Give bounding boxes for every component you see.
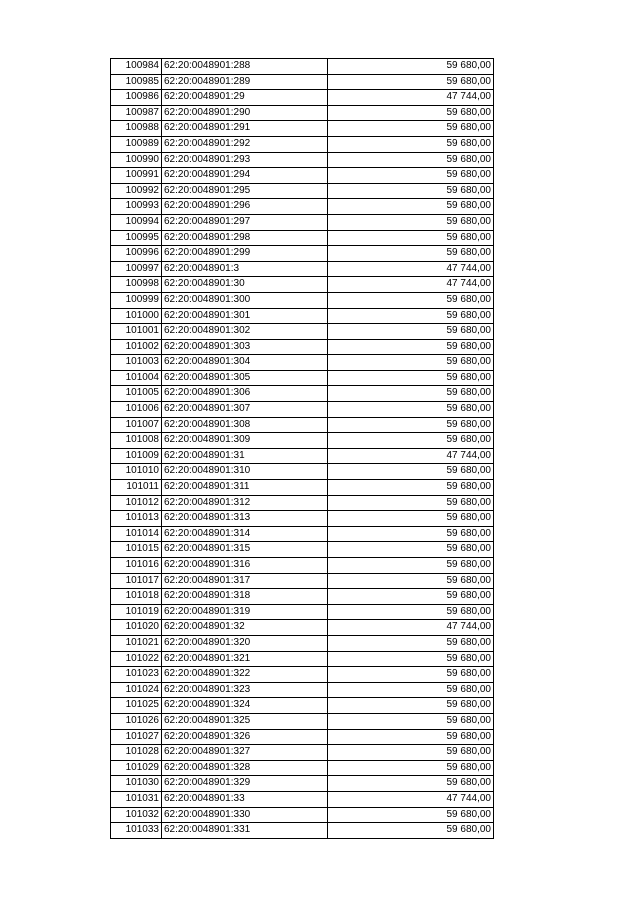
cadastral-value-cell: 47 744,00 (328, 620, 494, 636)
cadastral-number-cell: 62:20:0048901:330 (162, 807, 328, 823)
table-row (111, 433, 494, 449)
row-number-cell: 100989 (111, 136, 162, 152)
cadastral-value-cell: 59 680,00 (328, 542, 494, 558)
cadastral-value-cell: 59 680,00 (328, 495, 494, 511)
row-number-cell: 101033 (111, 823, 162, 839)
table-row (111, 402, 494, 418)
table-row (111, 136, 494, 152)
row-number-cell: 101005 (111, 386, 162, 402)
table-row (111, 370, 494, 386)
row-number-cell: 101025 (111, 698, 162, 714)
cadastral-value-cell: 47 744,00 (328, 791, 494, 807)
cadastral-value-cell: 59 680,00 (328, 59, 494, 75)
table-row (111, 308, 494, 324)
cadastral-number-cell: 62:20:0048901:290 (162, 105, 328, 121)
table-row (111, 729, 494, 745)
row-number-cell: 101029 (111, 760, 162, 776)
cadastral-value-cell: 47 744,00 (328, 448, 494, 464)
table-row (111, 511, 494, 527)
cadastral-number-cell: 62:20:0048901:327 (162, 745, 328, 761)
row-number-cell: 101004 (111, 370, 162, 386)
table-row (111, 542, 494, 558)
row-number-cell: 101028 (111, 745, 162, 761)
row-number-cell: 101008 (111, 433, 162, 449)
cadastral-value-cell: 59 680,00 (328, 417, 494, 433)
row-number-cell: 101026 (111, 713, 162, 729)
cadastral-number-cell: 62:20:0048901:324 (162, 698, 328, 714)
cadastral-value-cell: 59 680,00 (328, 370, 494, 386)
cadastral-number-cell: 62:20:0048901:297 (162, 214, 328, 230)
table-row (111, 760, 494, 776)
cadastral-number-cell: 62:20:0048901:323 (162, 682, 328, 698)
cadastral-number-cell: 62:20:0048901:289 (162, 74, 328, 90)
row-number-cell: 101023 (111, 667, 162, 683)
row-number-cell: 100991 (111, 168, 162, 184)
table-row (111, 246, 494, 262)
table-row (111, 620, 494, 636)
table-body (111, 59, 494, 839)
cadastral-value-cell: 59 680,00 (328, 604, 494, 620)
cadastral-number-cell: 62:20:0048901:305 (162, 370, 328, 386)
table-row (111, 791, 494, 807)
cadastral-number-cell: 62:20:0048901:308 (162, 417, 328, 433)
row-number-cell: 101024 (111, 682, 162, 698)
row-number-cell: 100987 (111, 105, 162, 121)
cadastral-value-cell: 59 680,00 (328, 823, 494, 839)
cadastral-value-cell: 59 680,00 (328, 511, 494, 527)
row-number-cell: 100985 (111, 74, 162, 90)
cadastral-value-cell: 59 680,00 (328, 713, 494, 729)
row-number-cell: 101020 (111, 620, 162, 636)
row-number-cell: 101027 (111, 729, 162, 745)
cadastral-number-cell: 62:20:0048901:299 (162, 246, 328, 262)
cadastral-value-cell: 59 680,00 (328, 214, 494, 230)
cadastral-number-cell: 62:20:0048901:3 (162, 261, 328, 277)
table-row (111, 480, 494, 496)
row-number-cell: 101015 (111, 542, 162, 558)
table-row (111, 214, 494, 230)
row-number-cell: 100999 (111, 292, 162, 308)
row-number-cell: 100986 (111, 90, 162, 106)
cadastral-value-cell: 59 680,00 (328, 760, 494, 776)
row-number-cell: 100997 (111, 261, 162, 277)
row-number-cell: 100995 (111, 230, 162, 246)
cadastral-value-cell: 59 680,00 (328, 152, 494, 168)
table-row (111, 339, 494, 355)
row-number-cell: 101022 (111, 651, 162, 667)
table-row (111, 698, 494, 714)
cadastral-number-cell: 62:20:0048901:306 (162, 386, 328, 402)
cadastral-number-cell: 62:20:0048901:312 (162, 495, 328, 511)
cadastral-value-cell: 59 680,00 (328, 105, 494, 121)
table-row (111, 183, 494, 199)
cadastral-number-cell: 62:20:0048901:33 (162, 791, 328, 807)
table-row (111, 573, 494, 589)
row-number-cell: 101007 (111, 417, 162, 433)
cadastral-number-cell: 62:20:0048901:291 (162, 121, 328, 137)
table-row (111, 261, 494, 277)
cadastral-number-cell: 62:20:0048901:311 (162, 480, 328, 496)
cadastral-number-cell: 62:20:0048901:319 (162, 604, 328, 620)
cadastral-number-cell: 62:20:0048901:296 (162, 199, 328, 215)
row-number-cell: 100988 (111, 121, 162, 137)
cadastral-number-cell: 62:20:0048901:317 (162, 573, 328, 589)
cadastral-number-cell: 62:20:0048901:295 (162, 183, 328, 199)
cadastral-value-cell: 59 680,00 (328, 121, 494, 137)
cadastral-value-cell: 59 680,00 (328, 807, 494, 823)
row-number-cell: 101017 (111, 573, 162, 589)
table-row (111, 168, 494, 184)
table-row (111, 199, 494, 215)
row-number-cell: 100984 (111, 59, 162, 75)
table-row (111, 105, 494, 121)
cadastral-value-cell: 59 680,00 (328, 324, 494, 340)
cadastral-number-cell: 62:20:0048901:31 (162, 448, 328, 464)
table-row (111, 355, 494, 371)
cadastral-value-cell: 59 680,00 (328, 698, 494, 714)
row-number-cell: 101032 (111, 807, 162, 823)
row-number-cell: 100996 (111, 246, 162, 262)
cadastral-number-cell: 62:20:0048901:301 (162, 308, 328, 324)
table-row (111, 682, 494, 698)
cadastral-number-cell: 62:20:0048901:321 (162, 651, 328, 667)
row-number-cell: 101016 (111, 558, 162, 574)
row-number-cell: 100993 (111, 199, 162, 215)
table-row (111, 417, 494, 433)
row-number-cell: 101021 (111, 635, 162, 651)
row-number-cell: 101018 (111, 589, 162, 605)
cadastral-value-cell: 59 680,00 (328, 573, 494, 589)
cadastral-value-cell: 47 744,00 (328, 261, 494, 277)
cadastral-value-cell: 47 744,00 (328, 277, 494, 293)
cadastral-number-cell: 62:20:0048901:318 (162, 589, 328, 605)
cadastral-value-cell: 59 680,00 (328, 667, 494, 683)
cadastral-value-cell: 47 744,00 (328, 90, 494, 106)
cadastral-number-cell: 62:20:0048901:302 (162, 324, 328, 340)
row-number-cell: 101030 (111, 776, 162, 792)
cadastral-number-cell: 62:20:0048901:292 (162, 136, 328, 152)
cadastral-number-cell: 62:20:0048901:303 (162, 339, 328, 355)
cadastral-value-cell: 59 680,00 (328, 682, 494, 698)
table-row (111, 230, 494, 246)
cadastral-number-cell: 62:20:0048901:325 (162, 713, 328, 729)
cadastral-value-cell: 59 680,00 (328, 355, 494, 371)
cadastral-value-cell: 59 680,00 (328, 745, 494, 761)
table-row (111, 635, 494, 651)
cadastral-number-cell: 62:20:0048901:298 (162, 230, 328, 246)
cadastral-value-cell: 59 680,00 (328, 199, 494, 215)
cadastral-number-cell: 62:20:0048901:331 (162, 823, 328, 839)
row-number-cell: 101011 (111, 480, 162, 496)
cadastral-value-cell: 59 680,00 (328, 729, 494, 745)
table-row (111, 324, 494, 340)
cadastral-number-cell: 62:20:0048901:329 (162, 776, 328, 792)
cadastral-value-cell: 59 680,00 (328, 230, 494, 246)
cadastral-value-cell: 59 680,00 (328, 386, 494, 402)
row-number-cell: 101013 (111, 511, 162, 527)
row-number-cell: 101002 (111, 339, 162, 355)
cadastral-value-cell: 59 680,00 (328, 136, 494, 152)
table-row (111, 667, 494, 683)
cadastral-number-cell: 62:20:0048901:29 (162, 90, 328, 106)
cadastral-value-cell: 59 680,00 (328, 246, 494, 262)
cadastral-value-cell: 59 680,00 (328, 589, 494, 605)
table-row (111, 713, 494, 729)
cadastral-number-cell: 62:20:0048901:304 (162, 355, 328, 371)
cadastral-number-cell: 62:20:0048901:30 (162, 277, 328, 293)
cadastral-value-cell: 59 680,00 (328, 776, 494, 792)
row-number-cell: 101012 (111, 495, 162, 511)
row-number-cell: 101009 (111, 448, 162, 464)
table-row (111, 277, 494, 293)
cadastral-number-cell: 62:20:0048901:322 (162, 667, 328, 683)
row-number-cell: 101014 (111, 526, 162, 542)
cadastral-value-cell: 59 680,00 (328, 74, 494, 90)
row-number-cell: 101006 (111, 402, 162, 418)
cadastral-number-cell: 62:20:0048901:313 (162, 511, 328, 527)
cadastral-value-cell: 59 680,00 (328, 651, 494, 667)
cadastral-number-cell: 62:20:0048901:307 (162, 402, 328, 418)
cadastral-number-cell: 62:20:0048901:328 (162, 760, 328, 776)
cadastral-value-cell: 59 680,00 (328, 635, 494, 651)
row-number-cell: 100994 (111, 214, 162, 230)
cadastral-value-cell: 59 680,00 (328, 558, 494, 574)
cadastral-value-cell: 59 680,00 (328, 292, 494, 308)
row-number-cell: 100990 (111, 152, 162, 168)
row-number-cell: 101000 (111, 308, 162, 324)
cadastral-number-cell: 62:20:0048901:326 (162, 729, 328, 745)
cadastral-number-cell: 62:20:0048901:310 (162, 464, 328, 480)
cadastral-number-cell: 62:20:0048901:32 (162, 620, 328, 636)
cadastral-value-cell: 59 680,00 (328, 433, 494, 449)
table-row (111, 495, 494, 511)
cadastral-value-cell: 59 680,00 (328, 402, 494, 418)
row-number-cell: 101001 (111, 324, 162, 340)
cadastral-number-cell: 62:20:0048901:293 (162, 152, 328, 168)
table-row (111, 651, 494, 667)
table-row (111, 59, 494, 75)
table-row (111, 776, 494, 792)
row-number-cell: 101010 (111, 464, 162, 480)
cadastral-value-cell: 59 680,00 (328, 308, 494, 324)
cadastral-number-cell: 62:20:0048901:315 (162, 542, 328, 558)
table-row (111, 152, 494, 168)
table-row (111, 74, 494, 90)
table-row (111, 448, 494, 464)
table-row (111, 558, 494, 574)
cadastral-value-cell: 59 680,00 (328, 183, 494, 199)
cadastral-value-cell: 59 680,00 (328, 168, 494, 184)
table-row (111, 526, 494, 542)
table-row (111, 823, 494, 839)
cadastral-number-cell: 62:20:0048901:316 (162, 558, 328, 574)
table-row (111, 745, 494, 761)
cadastral-value-cell: 59 680,00 (328, 339, 494, 355)
cadastral-number-cell: 62:20:0048901:314 (162, 526, 328, 542)
table-row (111, 589, 494, 605)
row-number-cell: 101031 (111, 791, 162, 807)
table-row (111, 121, 494, 137)
cadastral-number-cell: 62:20:0048901:309 (162, 433, 328, 449)
table-row (111, 464, 494, 480)
table-row (111, 90, 494, 106)
row-number-cell: 100998 (111, 277, 162, 293)
cadastral-value-table (110, 58, 494, 839)
table-row (111, 604, 494, 620)
cadastral-value-cell: 59 680,00 (328, 526, 494, 542)
row-number-cell: 100992 (111, 183, 162, 199)
cadastral-value-cell: 59 680,00 (328, 480, 494, 496)
table-row (111, 292, 494, 308)
table-row (111, 807, 494, 823)
row-number-cell: 101003 (111, 355, 162, 371)
table-row (111, 386, 494, 402)
cadastral-value-cell: 59 680,00 (328, 464, 494, 480)
row-number-cell: 101019 (111, 604, 162, 620)
cadastral-number-cell: 62:20:0048901:300 (162, 292, 328, 308)
cadastral-number-cell: 62:20:0048901:288 (162, 59, 328, 75)
cadastral-number-cell: 62:20:0048901:294 (162, 168, 328, 184)
cadastral-number-cell: 62:20:0048901:320 (162, 635, 328, 651)
